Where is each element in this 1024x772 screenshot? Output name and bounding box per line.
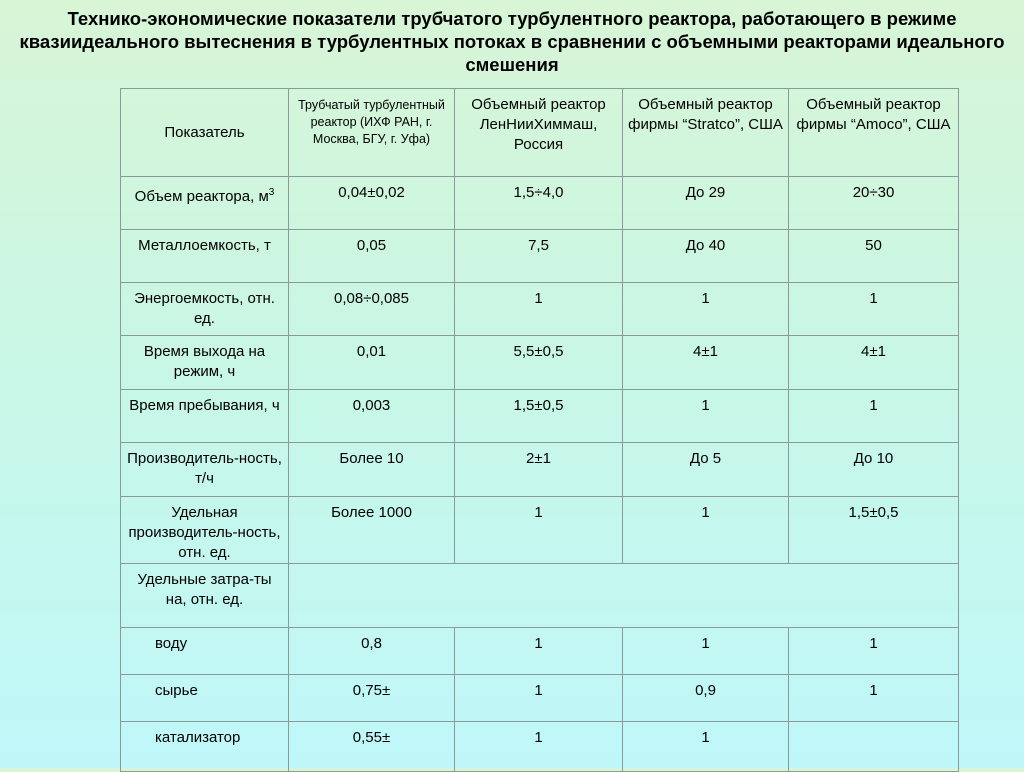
cell-value: 0,003 (289, 390, 455, 443)
table-row (121, 336, 959, 390)
row-label: Удельные затра-ты на, отн. ед. (121, 564, 289, 628)
table-row (121, 628, 959, 675)
row-label: Производитель-ность, т/ч (121, 443, 289, 497)
cell-value: 7,5 (455, 230, 623, 283)
cell-value: До 5 (623, 443, 789, 497)
cell-value: 1 (623, 722, 789, 772)
header-indicator: Показатель (121, 89, 289, 177)
cell-value: Более 10 (289, 443, 455, 497)
row-label: Энергоемкость, отн. ед. (121, 283, 289, 336)
cell-value: 0,08÷0,085 (289, 283, 455, 336)
page-title: Технико-экономические показатели трубчатого турбулентного реактора, работающего в режиме квазиидеального вытеснения в турбулентных потоках в сравнении с объемными реакторами идеального смешения (19, 8, 1005, 75)
header-amoco-reactor: Объемный реактор фирмы “Amoco”, США (789, 89, 959, 177)
row-label: воду (121, 628, 289, 675)
cell-value: 4±1 (623, 336, 789, 390)
cell-value: 1 (623, 390, 789, 443)
cell-value: 1 (623, 283, 789, 336)
cell-value: 1 (455, 628, 623, 675)
table-row (121, 177, 959, 230)
row-label: катализатор (121, 722, 289, 772)
header-tubular-reactor: Трубчатый турбулентный реактор (ИХФ РАН, г. Москва, БГУ, г. Уфа) (289, 89, 455, 177)
cell-value: До 40 (623, 230, 789, 283)
cell-value: 1 (623, 628, 789, 675)
table-row (121, 564, 959, 628)
cell-value: 0,55± (289, 722, 455, 772)
row-label: Время выхода на режим, ч (121, 336, 289, 390)
cell-value: 1 (789, 628, 959, 675)
cell-value: До 29 (623, 177, 789, 230)
table-row (121, 390, 959, 443)
cell-value: 0,9 (623, 675, 789, 722)
cell-empty (289, 564, 959, 628)
cell-value: 1 (455, 722, 623, 772)
cell-value: 0,04±0,02 (289, 177, 455, 230)
header-row (121, 89, 959, 177)
cell-value: 1,5±0,5 (789, 497, 959, 564)
cell-value: 1,5±0,5 (455, 390, 623, 443)
cell-value: 0,75± (289, 675, 455, 722)
row-label: Время пребывания, ч (121, 390, 289, 443)
superscript: 3 (268, 187, 275, 198)
cell-value: 1 (789, 283, 959, 336)
cell-value: 5,5±0,5 (455, 336, 623, 390)
table-row (121, 675, 959, 722)
cell-value: 0,8 (289, 628, 455, 675)
cell-value (789, 722, 959, 772)
cell-value: 1 (789, 390, 959, 443)
cell-value: 0,01 (289, 336, 455, 390)
cell-value: 1,5÷4,0 (455, 177, 623, 230)
cell-value: 1 (455, 497, 623, 564)
header-lenniikhimmash-reactor: Объемный реактор ЛенНииХиммаш, Россия (455, 89, 623, 177)
cell-value: 20÷30 (789, 177, 959, 230)
cell-value: 1 (623, 497, 789, 564)
table-row (121, 722, 959, 772)
cell-value: 1 (455, 675, 623, 722)
cell-value: До 10 (789, 443, 959, 497)
table-row (121, 283, 959, 336)
cell-value: Более 1000 (289, 497, 455, 564)
cell-value: 4±1 (789, 336, 959, 390)
table-row (121, 230, 959, 283)
comparison-table (120, 88, 959, 772)
row-label: Металлоемкость, т (121, 230, 289, 283)
header-stratco-reactor: Объемный реактор фирмы “Stratco”, США (623, 89, 789, 177)
row-label: Объем реактора, $м^3$ (121, 177, 289, 230)
cell-value: 1 (455, 283, 623, 336)
row-label: Удельная производитель-ность, отн. ед. (121, 497, 289, 564)
cell-value: 1 (789, 675, 959, 722)
cell-value: 2±1 (455, 443, 623, 497)
row-label: сырье (121, 675, 289, 722)
table-row (121, 443, 959, 497)
table-row (121, 497, 959, 564)
cell-value: 50 (789, 230, 959, 283)
cell-value: 0,05 (289, 230, 455, 283)
